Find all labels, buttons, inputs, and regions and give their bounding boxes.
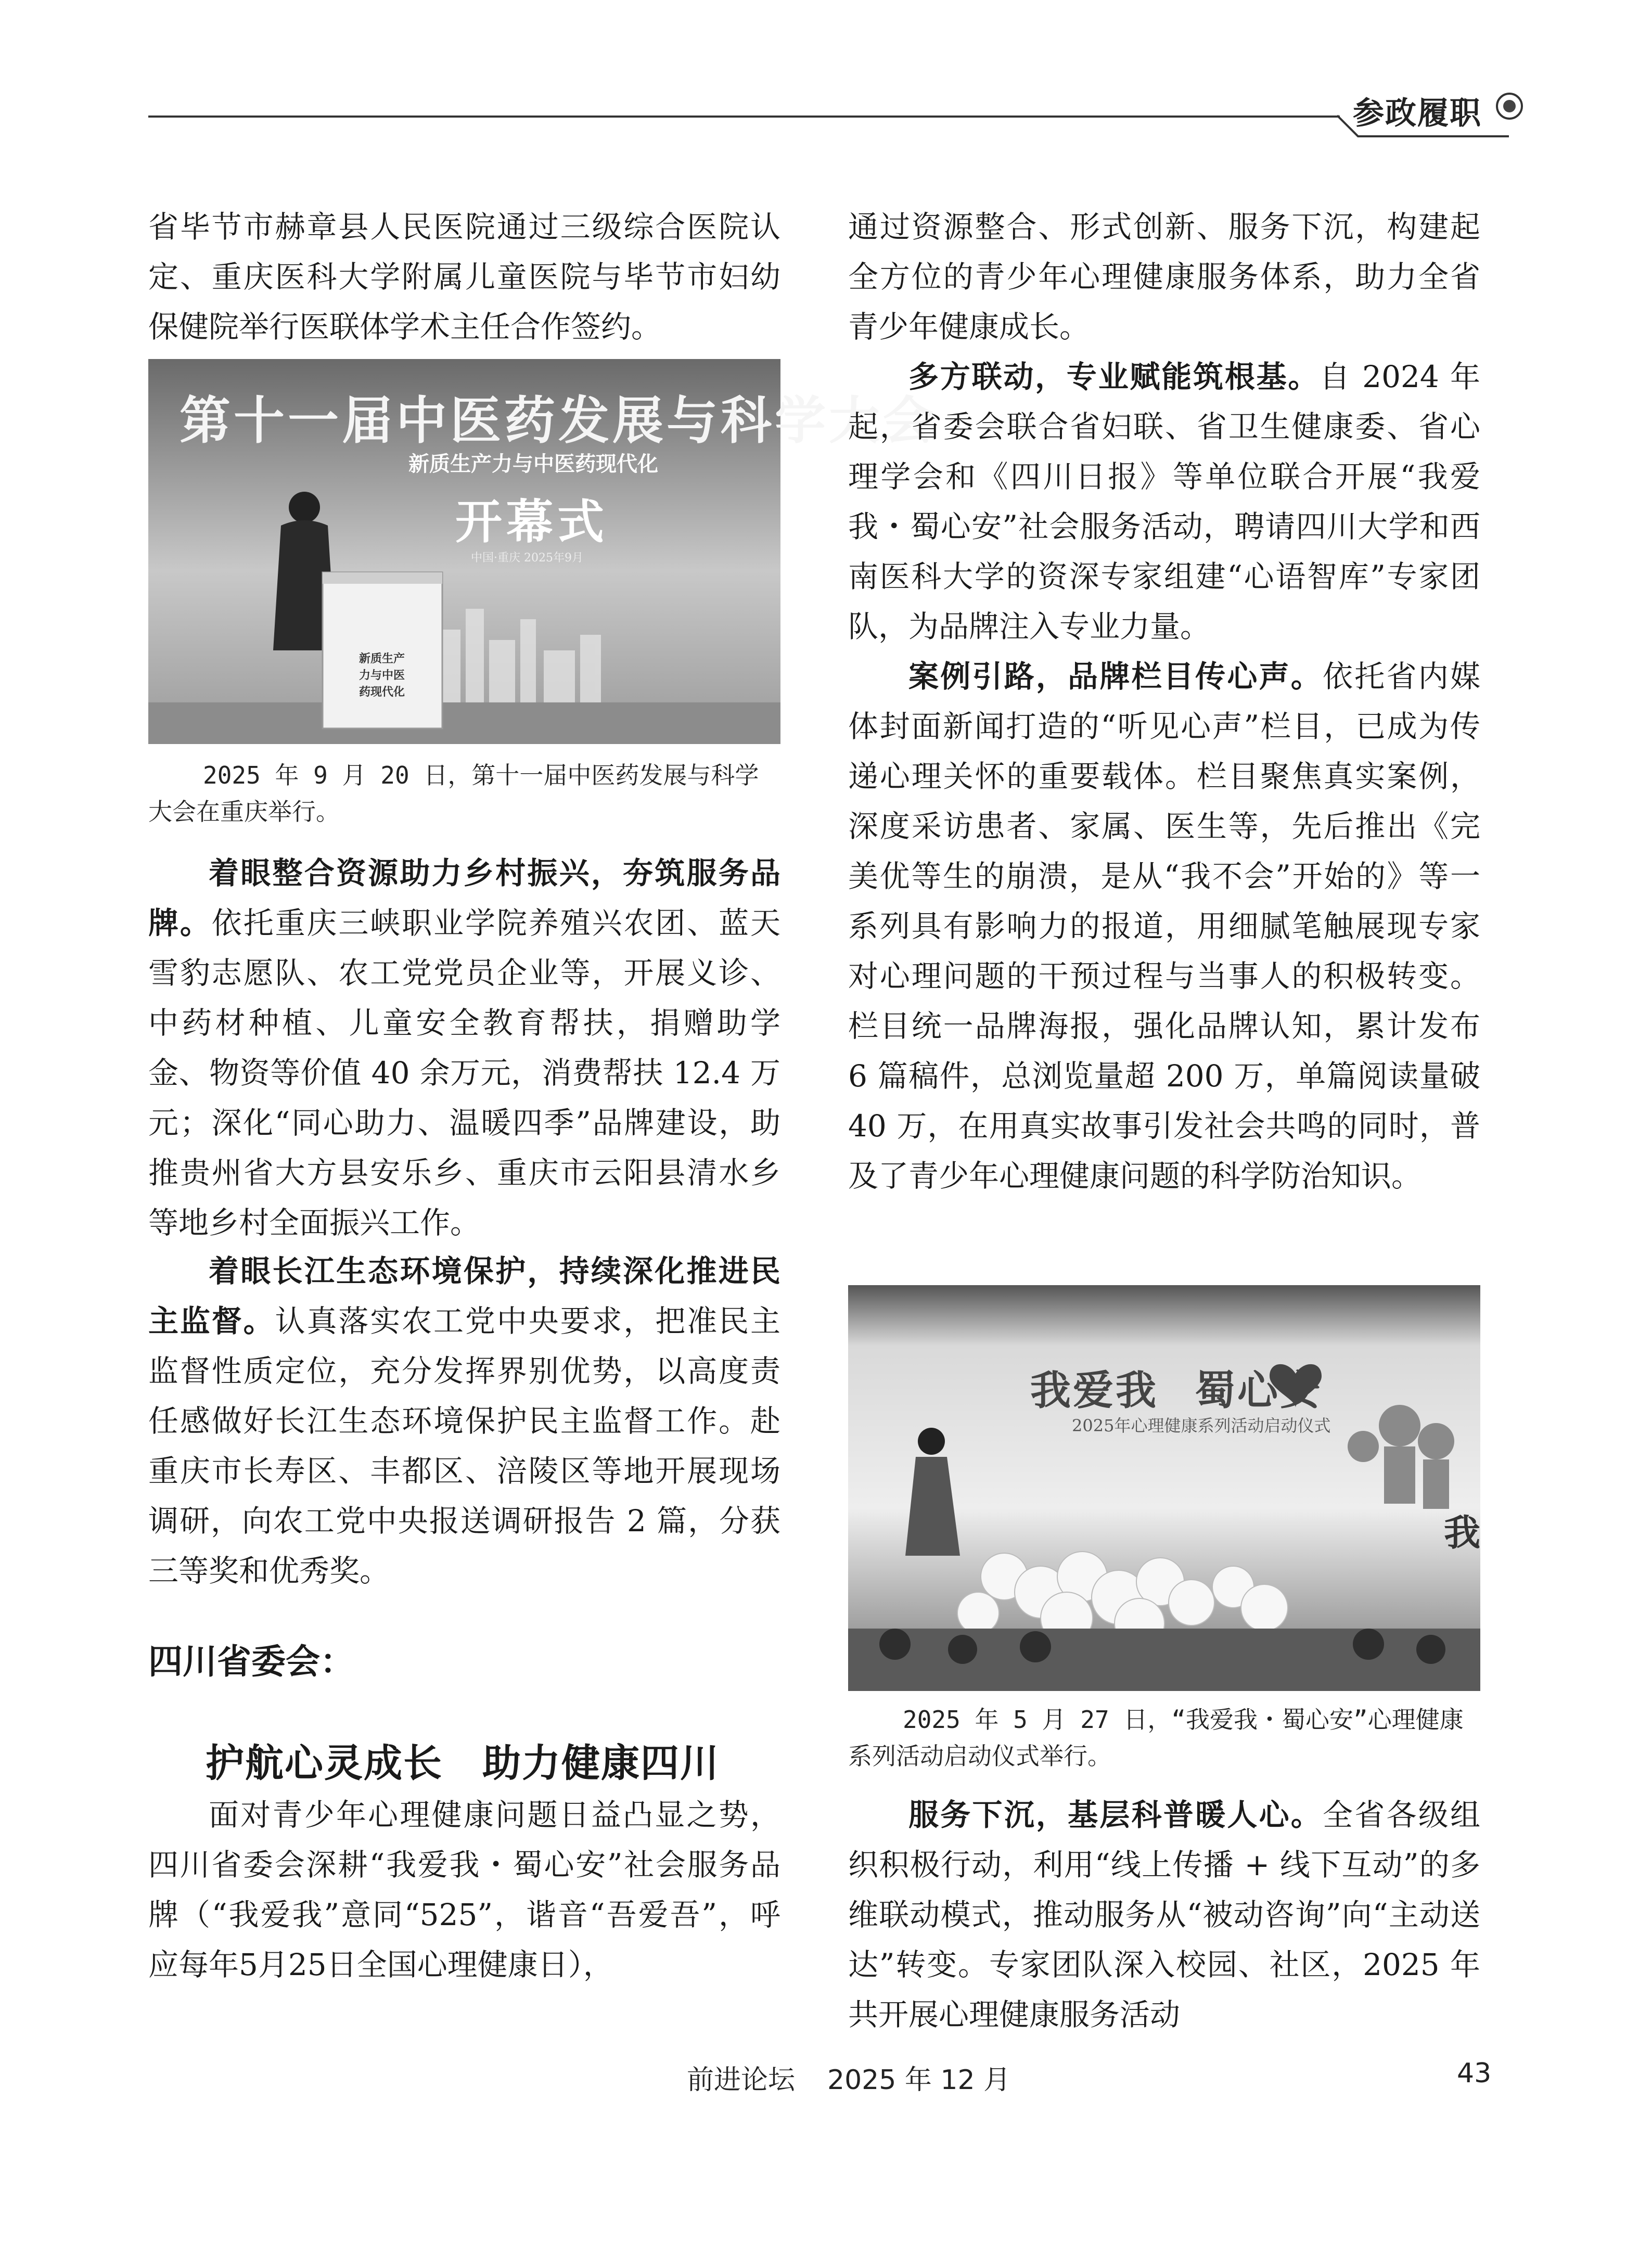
banner-date: 中国·重庆 2025年9月 [471,552,583,565]
caption-tcm-text: 2025 年 9 月 20 日，第十一届中医药发展与科学大会在重庆举行。 [148,761,759,826]
case-lead: 案例引路，品牌栏目传心声。 [908,659,1323,694]
case-body: 依托省内媒体封面新闻打造的“听见心声”栏目，已成为传递心理关怀的重要载体。栏目聚焦真实案例，深度采访患者、家属、医生等，先后推出《完美优等生的崩溃，是从“我不会”开始的》等一系列具有影响力的报道，用细腻笔触展现专家对心理问题的干预过程与当事人的积极转变。栏目统一品牌海报，强化品牌认知，累计发布 6 篇稿件，总浏览量超 200 万，单篇阅读量破 40 万，在用真实故事引发社会共鸣的同时，普及了青少年心理健康问题的科学防治知识。 [848,659,1480,1194]
photo-mental-health-image [848,1285,1480,1691]
photo-mental-health-launch [848,1285,1480,1691]
linkage-body: 自 2024 年起，省委会联合省妇联、省卫生健康委、省心理学会和《四川日报》等单位联合开展“我爱我・蜀心安”社会服务活动，聘请四川大学和西南医科大学的资深专家组建“心语智库”专家团队，为品牌注入专业力量。 [848,359,1480,644]
banner-side-char: 我 [1444,1511,1480,1554]
podium-text: 新质生产力与中医药现代化 [359,652,405,699]
grassroots-lead: 服务下沉，基层科普暖人心。 [908,1797,1323,1833]
section-title-sichuan: 护航心灵成长 助力健康四川 [206,1741,720,1786]
case-paragraph [848,651,1480,1201]
left-intro-paragraph: 省毕节市赫章县人民医院通过三级综合医院认定、重庆医科大学附属儿童医院与毕节市妇幼保健院举行医联体学术主任合作签约。 [148,209,780,344]
left-para-sichuan [148,1790,780,1990]
caption-mental-health [848,1701,1480,1774]
yangtze-paragraph [148,1246,780,1596]
banner-main: 开幕式 [455,494,608,549]
right-para-grassroots [848,1790,1480,2040]
right-para-linkage [848,352,1480,651]
banner-mental-title-part1: 我爱我 [1030,1367,1159,1414]
rural-body: 依托重庆三峡职业学院养殖兴农团、蓝天雪豹志愿队、农工党党员企业等，开展义诊、中药材种植、儿童安全教育帮扶，捐赠助学金、物资等价值 40 余万元，消费帮扶 12.4 万元；深化“同心助力、温暖四季”品牌建设，助推贵州省大方县安乐乡、重庆市云阳县清水乡等地乡村全面振兴工作。 [148,905,780,1240]
caption-tcm-conference [148,757,780,830]
banner-subtitle: 新质生产力与中医药现代化 [408,452,658,476]
banner-title: 第十一届中医药发展与科学大会 [180,391,938,451]
rural-paragraph [148,848,780,1248]
left-para-yangtze [148,1246,780,1596]
banner-mental-title-part2: 蜀心安 [1195,1367,1323,1414]
footer-issue: 2025 年 12 月 [827,2065,1011,2096]
right-para-intro [848,202,1480,352]
section-label-sichuan: 四川省委会： [148,1642,354,1682]
grassroots-paragraph [848,1790,1480,2040]
linkage-paragraph [848,352,1480,651]
grassroots-body: 全省各级组织积极行动，利用“线上传播 + 线下互动”的多维联动模式，推动服务从“被动咨询”向“主动送达”转变。专家团队深入校园、社区，2025 年共开展心理健康服务活动 [848,1797,1480,2032]
left-para-rural [148,848,780,1248]
banner-mental-title [1030,1358,1323,1416]
rural-lead: 着眼整合资源助力乡村振兴，夯筑服务品牌。 [148,855,780,941]
linkage-lead: 多方联动，专业赋能筑根基。 [908,359,1320,394]
yangtze-lead: 着眼长江生态环境保护，持续深化推进民主监督。 [148,1253,780,1339]
target-icon [1496,93,1523,120]
section-header: 参政履职 [1353,95,1482,132]
right-para-case [848,651,1480,1201]
left-intro [148,202,780,352]
footer-publication: 前进论坛 [687,2065,796,2096]
banner-mental-subtitle: 2025年心理健康系列活动启动仪式 [1072,1416,1331,1436]
right-intro-paragraph: 通过资源整合、形式创新、服务下沉，构建起全方位的青少年心理健康服务体系，助力全省青少年健康成长。 [848,209,1480,344]
photo-tcm-conference [148,359,938,744]
footer-page-number: 43 [1457,2058,1492,2089]
yangtze-body: 认真落实农工党中央要求，把准民主监督性质定位，充分发挥界别优势，以高度责任感做好长江生态环境保护民主监督工作。赴重庆市长寿区、丰都区、涪陵区等地开展现场调研，向农工党中央报送调研报告 2 篇，分获三等奖和优秀奖。 [148,1303,780,1588]
caption-mental-text: 2025 年 5 月 27 日，“我爱我・蜀心安”心理健康系列活动启动仪式举行。 [848,1706,1464,1770]
header-rule [148,116,1340,118]
sichuan-intro-paragraph: 面对青少年心理健康问题日益凸显之势，四川省委会深耕“我爱我・蜀心安”社会服务品牌（“我爱我”意同“525”，谐音“吾爱吾”，呼应每年5月25日全国心理健康日）， [148,1797,780,1982]
